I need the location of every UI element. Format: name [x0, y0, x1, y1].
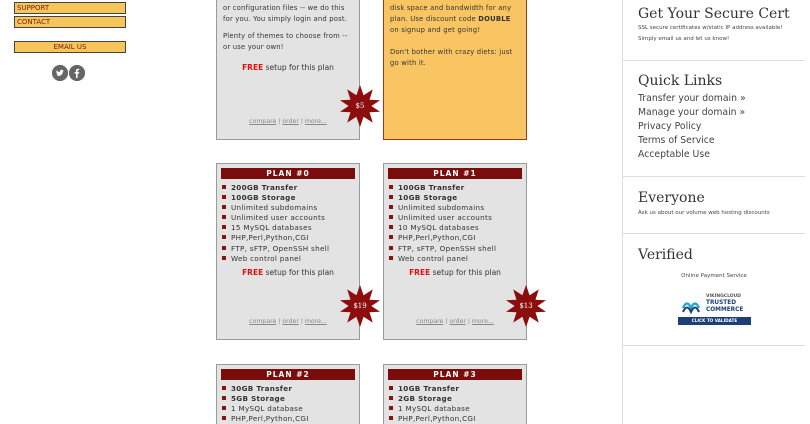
free-setup-note: [384, 268, 526, 277]
nav-contact-button[interactable]: CONTACT: [14, 16, 126, 28]
sidebar-verified: [622, 234, 805, 346]
feature-item: Web control panel: [389, 254, 522, 264]
plan-features: [389, 183, 522, 264]
verified-title: Verified: [638, 247, 693, 263]
promo-text-b: on signup and get going!: [390, 26, 481, 34]
promo-diet-text: Don't bother with crazy diets: just go with it.: [390, 48, 513, 67]
plan-description: or configuration files -- we do this for you. You simply login and post.: [223, 4, 348, 23]
order-link[interactable]: order: [449, 318, 466, 325]
feature-item: PHP,Perl,Python,CGI: [222, 233, 355, 243]
sidebar-cert-panel: [622, 0, 805, 61]
feature-item: Unlimited user accounts: [389, 213, 522, 223]
free-setup-text: setup for this plan: [265, 268, 334, 277]
feature-item: FTP, sFTP, OpenSSH shell: [389, 244, 522, 254]
feature-item: 10 MySQL databases: [389, 223, 522, 233]
feature-item: 200GB Transfer: [222, 183, 355, 193]
sidebar-everyone: [622, 177, 805, 234]
feature-item: 100GB Transfer: [389, 183, 522, 193]
feature-item: Unlimited subdomains: [389, 203, 522, 213]
plan-title: PLAN #0: [221, 168, 355, 179]
everyone-text: Ask us about our volume web hosting discounts: [638, 210, 770, 216]
badge-commerce: COMMERCE: [706, 307, 744, 313]
feature-item: PHP,Perl,Python,CGI: [222, 414, 355, 424]
more-link[interactable]: more...: [304, 318, 327, 325]
free-setup-text: setup for this plan: [265, 63, 334, 72]
feature-item: 10GB Storage: [389, 193, 522, 203]
plan-features: [222, 183, 355, 264]
more-link[interactable]: more...: [471, 318, 494, 325]
badge-validate-button[interactable]: CLICK TO VALIDATE: [691, 318, 738, 323]
plan-links: compare | order | more...: [249, 118, 327, 125]
free-label: FREE: [242, 63, 264, 72]
free-setup-note: [217, 268, 359, 277]
compare-link[interactable]: compare: [249, 318, 277, 325]
twitter-icon[interactable]: [52, 65, 68, 81]
compare-link[interactable]: compare: [249, 118, 277, 125]
price-star-badge: [505, 285, 547, 327]
plan-title: PLAN #1: [388, 168, 522, 179]
cert-line-1: SSL secure certificates w/static IP address available!: [638, 25, 783, 31]
quick-links-title: Quick Links: [638, 73, 723, 89]
transfer-domain-link[interactable]: Transfer your domain »: [638, 93, 746, 104]
feature-item: 1 MySQL database: [222, 404, 355, 414]
cert-title: Get Your Secure Cert: [638, 6, 790, 22]
sidebar-divider: [622, 346, 623, 424]
acceptable-use-link[interactable]: Acceptable Use: [638, 149, 710, 160]
price-label: $5: [355, 102, 365, 110]
feature-item: 30GB Transfer: [222, 384, 355, 394]
price-label: $13: [519, 302, 533, 310]
plan-title: PLAN #3: [388, 369, 522, 380]
feature-item: 1 MySQL database: [389, 404, 522, 414]
feature-item: PHP,Perl,Python,CGI: [389, 233, 522, 243]
plan-card-3: [383, 364, 527, 424]
order-link[interactable]: order: [282, 318, 299, 325]
free-setup-note: [217, 63, 359, 72]
plan-card-2: [216, 364, 360, 424]
free-setup-text: setup for this plan: [432, 268, 501, 277]
feature-item: Unlimited user accounts: [222, 213, 355, 223]
plan-title: PLAN #2: [221, 369, 355, 380]
feature-item: 10GB Transfer: [389, 384, 522, 394]
compare-link[interactable]: compare: [416, 318, 444, 325]
plan-links: compare | order | more...: [416, 318, 494, 325]
feature-item: 2GB Storage: [389, 394, 522, 404]
plan-features: [222, 384, 355, 424]
manage-domain-link[interactable]: Manage your domain »: [638, 107, 746, 118]
plan-links: compare | order | more...: [249, 318, 327, 325]
feature-item: PHP,Perl,Python,CGI: [389, 414, 522, 424]
trusted-commerce-badge[interactable]: [678, 291, 751, 326]
feature-item: Web control panel: [222, 254, 355, 264]
price-star-badge: [339, 285, 381, 327]
cert-line-2: Simply email us and let us know!: [638, 36, 730, 42]
feature-item: FTP, sFTP, OpenSSH shell: [222, 244, 355, 254]
feature-item: 5GB Storage: [222, 394, 355, 404]
verified-caption: Online Payment Service: [681, 273, 747, 279]
more-link[interactable]: more...: [304, 118, 327, 125]
promo-box: [383, 0, 527, 140]
free-label: FREE: [242, 268, 264, 277]
badge-brand: VIKINGCLOUD: [706, 294, 742, 299]
nav-email-button[interactable]: EMAIL US: [14, 41, 126, 53]
plan-features: [389, 384, 522, 424]
facebook-icon[interactable]: [69, 65, 85, 81]
feature-item: Unlimited subdomains: [222, 203, 355, 213]
feature-item: 15 MySQL databases: [222, 223, 355, 233]
order-link[interactable]: order: [282, 118, 299, 125]
badge-trusted: TRUSTED: [706, 300, 737, 306]
price-label: $19: [353, 302, 367, 310]
everyone-title: Everyone: [638, 190, 705, 206]
price-star-badge: [339, 85, 381, 127]
terms-of-service-link[interactable]: Terms of Service: [638, 135, 715, 146]
discount-code: DOUBLE: [478, 15, 511, 23]
sidebar-quick-links: [622, 61, 805, 177]
promo-text: [390, 3, 521, 36]
privacy-policy-link[interactable]: Privacy Policy: [638, 121, 702, 132]
feature-item: 100GB Storage: [222, 193, 355, 203]
free-label: FREE: [409, 268, 431, 277]
nav-support-button[interactable]: SUPPORT: [14, 2, 126, 14]
promo-text-a: disk space and bandwidth for any plan. Use discount code: [390, 4, 512, 23]
plan-themes-note: Plenty of themes to choose from -- or use your own!: [223, 32, 348, 51]
